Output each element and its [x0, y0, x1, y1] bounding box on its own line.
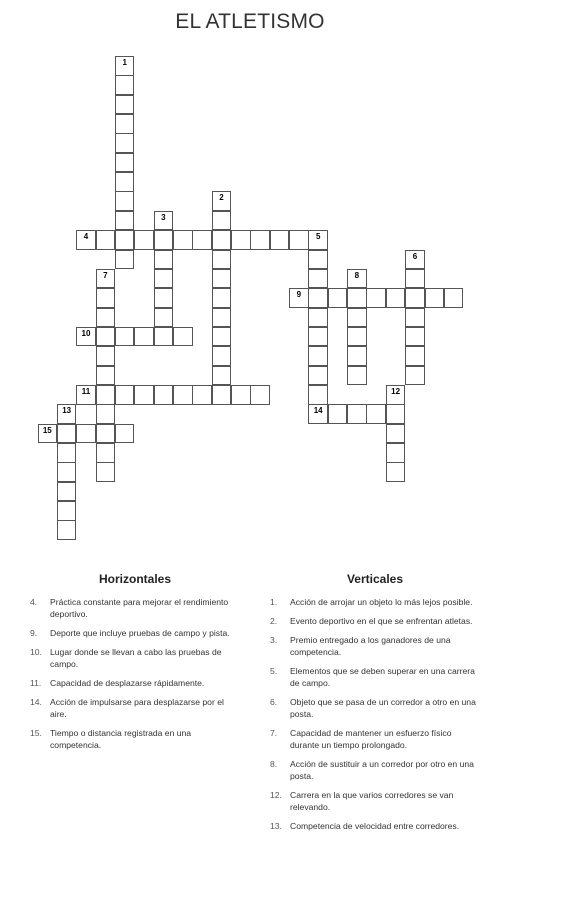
across-clue — [30, 727, 240, 751]
crossword-cell[interactable] — [212, 191, 232, 211]
crossword-cell[interactable] — [308, 269, 328, 289]
crossword-cell[interactable] — [405, 250, 425, 270]
crossword-cell[interactable] — [212, 269, 232, 289]
crossword-cell[interactable] — [405, 308, 425, 328]
crossword-cell[interactable] — [154, 230, 174, 250]
cell-number: 11 — [81, 386, 91, 396]
crossword-cell[interactable] — [270, 230, 290, 250]
crossword-cell[interactable] — [425, 288, 445, 308]
crossword-cell[interactable] — [115, 95, 135, 115]
crossword-cell[interactable] — [308, 404, 328, 424]
clue-number: 5. — [270, 666, 278, 676]
across-heading: Horizontales — [98, 572, 171, 586]
clue-number: 7. — [270, 728, 278, 738]
down-clue — [270, 758, 480, 782]
crossword-cell[interactable] — [115, 133, 135, 153]
clue-number: 1. — [270, 597, 278, 607]
crossword-cell[interactable] — [250, 385, 270, 405]
crossword-cell[interactable] — [308, 366, 328, 386]
crossword-cell[interactable] — [347, 346, 367, 366]
crossword-cell[interactable] — [115, 424, 135, 444]
crossword-cell[interactable] — [212, 308, 232, 328]
down-clue — [270, 696, 480, 720]
cell-number: 8 — [354, 270, 360, 280]
crossword-cell[interactable] — [212, 211, 232, 231]
clue-text: Práctica constante para mejorar el rendimiento deportivo. — [50, 597, 229, 619]
crossword-cell[interactable] — [96, 424, 116, 444]
clue-text: Acción de impulsarse para desplazarse por el aire. — [50, 697, 224, 719]
crossword-cell[interactable] — [386, 424, 406, 444]
crossword-cell[interactable] — [347, 269, 367, 289]
crossword-cell[interactable] — [444, 288, 464, 308]
crossword-cell[interactable] — [115, 250, 135, 270]
clue-number: 12. — [270, 790, 282, 800]
crossword-cell[interactable] — [134, 327, 154, 347]
crossword-cell[interactable] — [57, 462, 77, 482]
crossword-cell[interactable] — [308, 230, 328, 250]
cell-number: 7 — [103, 270, 108, 280]
clue-text: Carrera en la que varios corredores se van relevando. — [290, 790, 454, 812]
crossword-cell[interactable] — [289, 230, 309, 250]
crossword-cell[interactable] — [115, 172, 135, 192]
crossword-cell[interactable] — [38, 424, 58, 444]
crossword-cell[interactable] — [96, 308, 116, 328]
clue-text: Capacidad de mantener un esfuerzo físico durante un tiempo prolongado. — [290, 728, 452, 750]
crossword-cell[interactable] — [115, 327, 135, 347]
crossword-cell[interactable] — [405, 346, 425, 366]
crossword-cell[interactable] — [347, 288, 367, 308]
cell-number: 15 — [42, 425, 52, 435]
crossword-cell[interactable] — [134, 230, 154, 250]
down-heading: Verticales — [346, 572, 404, 586]
crossword-cell[interactable] — [57, 404, 77, 424]
crossword-cell[interactable] — [231, 385, 251, 405]
crossword-cell[interactable] — [347, 327, 367, 347]
crossword-cell[interactable] — [154, 211, 174, 231]
crossword-cell[interactable] — [386, 288, 406, 308]
page-title: EL ATLETISMO — [175, 10, 325, 33]
crossword-cell[interactable] — [386, 462, 406, 482]
crossword-cell[interactable] — [76, 424, 96, 444]
across-clue — [30, 627, 240, 639]
crossword-cell[interactable] — [57, 482, 77, 502]
down-clue — [270, 615, 480, 627]
crossword-cell[interactable] — [173, 385, 193, 405]
clue-number: 4. — [30, 597, 38, 607]
down-clue-list — [270, 596, 480, 832]
crossword-cell[interactable] — [212, 230, 232, 250]
crossword-cell[interactable] — [96, 327, 116, 347]
down-clue — [270, 727, 480, 751]
crossword-cell[interactable] — [366, 404, 386, 424]
crossword-cell[interactable] — [212, 250, 232, 270]
crossword-cell[interactable] — [192, 385, 212, 405]
crossword-cell[interactable] — [308, 346, 328, 366]
crossword-cell[interactable] — [115, 114, 135, 134]
clue-text: Competencia de velocidad entre corredores. — [290, 821, 460, 831]
crossword-cell[interactable] — [57, 520, 77, 540]
crossword-cell[interactable] — [405, 269, 425, 289]
crossword-cell[interactable] — [96, 230, 116, 250]
cell-number: 9 — [296, 290, 302, 300]
down-clue — [270, 665, 480, 689]
crossword-cell[interactable] — [386, 404, 406, 424]
clue-text: Objeto que se pasa de un corredor a otro en una posta. — [290, 697, 476, 719]
crossword-cell[interactable] — [308, 250, 328, 270]
cell-number: 3 — [161, 212, 166, 222]
crossword-cell[interactable] — [115, 56, 135, 76]
crossword-cell[interactable] — [347, 308, 367, 328]
cell-number: 13 — [62, 406, 72, 416]
clue-number: 2. — [270, 616, 278, 626]
crossword-cell[interactable] — [134, 385, 154, 405]
crossword-cell[interactable] — [173, 230, 193, 250]
clue-text: Premio entregado a los ganadores de una competencia. — [290, 635, 451, 657]
crossword-cell[interactable] — [115, 153, 135, 173]
clue-text: Deporte que incluye pruebas de campo y pista. — [50, 628, 230, 638]
clue-number: 3. — [270, 635, 278, 645]
crossword-cell[interactable] — [154, 308, 174, 328]
crossword-cell[interactable] — [115, 75, 135, 95]
crossword-cell[interactable] — [96, 385, 116, 405]
crossword-cell[interactable] — [96, 269, 116, 289]
crossword-cell[interactable] — [231, 230, 251, 250]
crossword-cell[interactable] — [96, 346, 116, 366]
cell-number: 4 — [83, 232, 89, 242]
clue-text: Evento deportivo en el que se enfrentan atletas. — [290, 616, 473, 626]
crossword-cell[interactable] — [96, 443, 116, 463]
cell-number: 2 — [219, 193, 224, 203]
down-clue — [270, 596, 480, 608]
crossword-cell[interactable] — [192, 230, 212, 250]
across-clue — [30, 596, 240, 620]
crossword-cell[interactable] — [328, 288, 348, 308]
across-clues-section — [30, 572, 240, 758]
crossword-cell[interactable] — [115, 211, 135, 231]
crossword-cell[interactable] — [115, 230, 135, 250]
cell-number: 5 — [315, 232, 321, 242]
crossword-cell[interactable] — [405, 327, 425, 347]
cell-number: 14 — [313, 406, 323, 416]
crossword-cell[interactable] — [308, 288, 328, 308]
crossword-cell[interactable] — [96, 462, 116, 482]
crossword-cell[interactable] — [154, 269, 174, 289]
crossword-cell[interactable] — [96, 288, 116, 308]
crossword-cell[interactable] — [308, 327, 328, 347]
crossword-cell[interactable] — [212, 366, 232, 386]
crossword-cell[interactable] — [328, 404, 348, 424]
cell-number: 6 — [412, 251, 418, 261]
down-clues-section — [270, 572, 480, 839]
clue-number: 10. — [30, 647, 42, 657]
crossword-cell[interactable] — [308, 385, 328, 405]
crossword-cell[interactable] — [366, 288, 386, 308]
crossword-cell[interactable] — [57, 501, 77, 521]
crossword-cell[interactable] — [76, 327, 96, 347]
crossword-cell[interactable] — [250, 230, 270, 250]
clue-number: 11. — [30, 678, 42, 688]
down-clue — [270, 820, 480, 832]
crossword-cell[interactable] — [308, 308, 328, 328]
crossword-cell[interactable] — [386, 443, 406, 463]
clue-text: Capacidad de desplazarse rápidamente. — [50, 678, 205, 688]
crossword-cell[interactable] — [154, 385, 174, 405]
cell-number: 1 — [122, 58, 127, 67]
crossword-cell[interactable] — [96, 366, 116, 386]
across-clue-list — [30, 596, 240, 751]
crossword-cell[interactable] — [386, 385, 406, 405]
crossword-cell[interactable] — [96, 404, 116, 424]
crossword-cell[interactable] — [154, 327, 174, 347]
crossword-cell[interactable] — [405, 366, 425, 386]
clue-text: Acción de arrojar un objeto lo más lejos posible. — [290, 597, 473, 607]
crossword-cell[interactable] — [76, 385, 96, 405]
clue-text: Lugar donde se llevan a cabo las pruebas de campo. — [50, 647, 222, 669]
crossword-cell[interactable] — [212, 288, 232, 308]
cell-number: 12 — [391, 386, 401, 396]
clue-number: 9. — [30, 628, 38, 638]
across-clue — [30, 646, 240, 670]
across-clue — [30, 677, 240, 689]
down-clue — [270, 634, 480, 658]
down-clue — [270, 789, 480, 813]
clue-number: 6. — [270, 697, 278, 707]
clue-text: Tiempo o distancia registrada en una competencia. — [50, 728, 192, 750]
crossword-cell[interactable] — [405, 288, 425, 308]
crossword-cell[interactable] — [347, 366, 367, 386]
crossword-cell[interactable] — [154, 288, 174, 308]
crossword-cell[interactable] — [154, 250, 174, 270]
clue-number: 13. — [270, 821, 282, 831]
clue-text: Elementos que se deben superar en una carrera de campo. — [290, 666, 475, 688]
clue-text: Acción de sustituir a un corredor por otro en una posta. — [290, 759, 474, 781]
crossword-cell[interactable] — [212, 385, 232, 405]
crossword-cell[interactable] — [173, 327, 193, 347]
crossword-cell[interactable] — [57, 424, 77, 444]
crossword-cell[interactable] — [115, 385, 135, 405]
crossword-cell[interactable] — [212, 346, 232, 366]
across-clue — [30, 696, 240, 720]
clue-number: 14. — [30, 697, 42, 707]
crossword-cell[interactable] — [212, 327, 232, 347]
crossword-cell[interactable] — [76, 230, 96, 250]
crossword-cell[interactable] — [57, 443, 77, 463]
cell-number: 10 — [81, 328, 91, 338]
crossword-cell[interactable] — [115, 191, 135, 211]
crossword-cell[interactable] — [347, 404, 367, 424]
crossword-cell[interactable] — [289, 288, 309, 308]
clue-number: 8. — [270, 759, 278, 769]
clue-number: 15. — [30, 728, 42, 738]
